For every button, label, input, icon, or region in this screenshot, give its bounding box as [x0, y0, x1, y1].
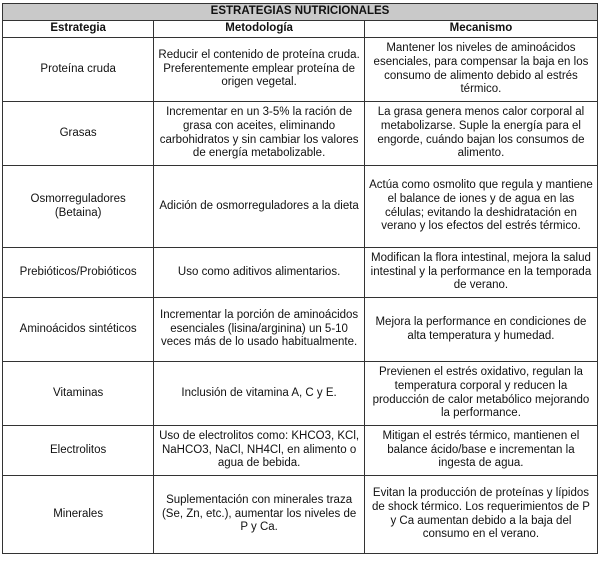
cell-metodologia: Incrementar en un 3-5% la ración de grasa con aceites, eliminando carbohidratos y sin cambiar los valores de energía metabolizable. — [154, 102, 365, 166]
table-row — [3, 298, 598, 362]
cell-estrategia: Osmorreguladores (Betaina) — [3, 166, 154, 248]
cell-metodologia: Incrementar la porción de aminoácidos esenciales (lisina/arginina) un 5-10 veces más de lo usado habitualmente. — [154, 298, 365, 362]
table-row — [3, 166, 598, 248]
table-row — [3, 102, 598, 166]
table-title: ESTRATEGIAS NUTRICIONALES — [3, 4, 598, 21]
cell-estrategia: Minerales — [3, 476, 154, 554]
cell-mecanismo: Actúa como osmolito que regula y mantiene el balance de iones y de agua en las células; evitando la deshidratación en verano y los efectos del estrés térmico. — [364, 166, 597, 248]
header-metodologia: Metodología — [154, 21, 365, 38]
cell-estrategia: Aminoácidos sintéticos — [3, 298, 154, 362]
cell-metodologia: Inclusión de vitamina A, C y E. — [154, 362, 365, 426]
cell-mecanismo: Mantener los niveles de aminoácidos esenciales, para compensar la baja en los consumo de alimento debido al estrés térmico. — [364, 38, 597, 102]
table-row — [3, 362, 598, 426]
header-mecanismo: Mecanismo — [364, 21, 597, 38]
cell-mecanismo: Mitigan el estrés térmico, mantienen el balance ácido/base e incrementan la ingesta de agua. — [364, 426, 597, 476]
cell-mecanismo: Mejora la performance en condiciones de alta temperatura y humedad. — [364, 298, 597, 362]
table-header-row — [3, 21, 598, 38]
table-row — [3, 248, 598, 298]
cell-metodologia: Uso de electrolitos como: KHCO3, KCl, NaHCO3, NaCl, NH4Cl, en alimento o agua de bebida. — [154, 426, 365, 476]
cell-estrategia: Prebióticos/Probióticos — [3, 248, 154, 298]
cell-estrategia: Grasas — [3, 102, 154, 166]
cell-estrategia: Electrolitos — [3, 426, 154, 476]
table-row — [3, 426, 598, 476]
cell-estrategia: Vitaminas — [3, 362, 154, 426]
cell-estrategia: Proteína cruda — [3, 38, 154, 102]
table-row — [3, 38, 598, 102]
cell-mecanismo: La grasa genera menos calor corporal al metabolizarse. Suple la energía para el engorde, cuándo bajan los consumos de alimento. — [364, 102, 597, 166]
cell-metodologia: Suplementación con minerales traza (Se, Zn, etc.), aumentar los niveles de P y Ca. — [154, 476, 365, 554]
cell-metodologia: Adición de osmorreguladores a la dieta — [154, 166, 365, 248]
cell-mecanismo: Evitan la producción de proteínas y lípidos de shock térmico. Los requerimientos de P y Ca aumentan debido a la baja del consumo en el verano. — [364, 476, 597, 554]
nutrition-strategies-table — [2, 3, 598, 554]
header-estrategia: Estrategia — [3, 21, 154, 38]
table-row — [3, 476, 598, 554]
table-title-row — [3, 4, 598, 21]
cell-mecanismo: Previenen el estrés oxidativo, regulan la temperatura corporal y reducen la producción de calor metabólico mejorando la performance. — [364, 362, 597, 426]
cell-metodologia: Uso como aditivos alimentarios. — [154, 248, 365, 298]
cell-mecanismo: Modifican la flora intestinal, mejora la salud intestinal y la performance en la temporada de verano. — [364, 248, 597, 298]
cell-metodologia: Reducir el contenido de proteína cruda. Preferentemente emplear proteína de origen vegetal. — [154, 38, 365, 102]
